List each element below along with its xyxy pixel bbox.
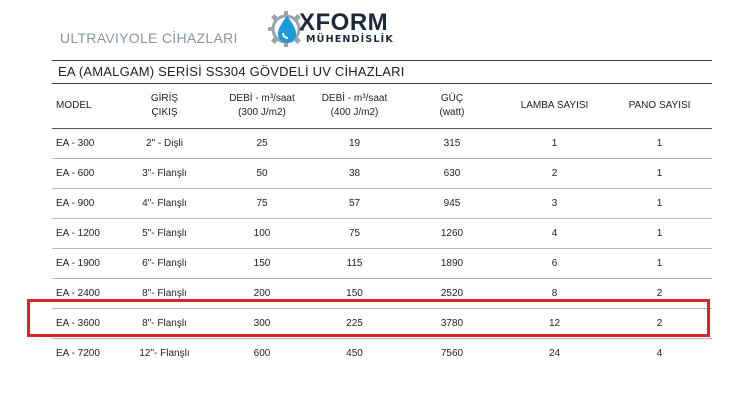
table-cell: 75 [307, 219, 402, 249]
table-cell: 1 [502, 129, 607, 159]
table-cell: 1 [607, 219, 712, 249]
table-caption: EA (AMALGAM) SERİSİ SS304 GÖVDELİ UV CİHAZLARI [52, 60, 712, 84]
table-cell: 19 [307, 129, 402, 159]
table-cell: 2 [607, 279, 712, 309]
table-cell: 630 [402, 159, 502, 189]
table-row [52, 129, 712, 159]
table-cell: EA - 1900 [52, 249, 112, 279]
logo-subtitle: MÜHENDİSLİK [306, 34, 394, 45]
table-cell: 1 [607, 189, 712, 219]
table-cell: 1260 [402, 219, 502, 249]
table-cell: 57 [307, 189, 402, 219]
table-cell: 4 [656, 348, 663, 359]
table-cell: 4"- Flanşlı [112, 189, 217, 219]
column-header: DEBİ - m³/saat (400 J/m2) [307, 84, 402, 129]
table-cell: 75 [217, 189, 307, 219]
table-cell: EA - 300 [52, 129, 112, 159]
table-row [52, 219, 712, 249]
table-cell: 600 [253, 348, 271, 359]
table-cell: 1 [607, 159, 712, 189]
column-header: DEBİ - m³/saat (300 J/m2) [217, 84, 307, 129]
table-cell: EA - 600 [52, 159, 112, 189]
table-cell: 8"- Flanşlı [112, 309, 217, 339]
table-cell: 315 [402, 129, 502, 159]
table-cell: 3780 [402, 309, 502, 339]
table-cell: 450 [346, 348, 363, 359]
table-cell: 2 [607, 309, 712, 339]
section-title: ULTRAVIYOLE CİHAZLARI [60, 30, 238, 46]
table-cell: 100 [217, 219, 307, 249]
table-cell: EA - 900 [52, 189, 112, 219]
table-cell: 2520 [402, 279, 502, 309]
table-cell: EA - 7200 [56, 348, 100, 359]
column-header: MODEL [52, 84, 112, 129]
table-cell: 150 [307, 279, 402, 309]
table-cell: EA - 2400 [52, 279, 112, 309]
table-cell: 12"- Flanşlı [139, 348, 190, 359]
column-header: GÜÇ (watt) [402, 84, 502, 129]
column-header: GİRİŞ ÇIKIŞ [112, 84, 217, 129]
column-header: PANO SAYISI [607, 84, 712, 129]
table-row [52, 249, 712, 279]
table-cell: 12 [502, 309, 607, 339]
table-cell: 6"- Flanşlı [112, 249, 217, 279]
table-cell: 25 [217, 129, 307, 159]
column-header: LAMBA SAYISI [502, 84, 607, 129]
table-cell: 7560 [440, 348, 464, 359]
table-cell: 225 [307, 309, 402, 339]
table-cell: 1 [607, 129, 712, 159]
table-cell: 1890 [402, 249, 502, 279]
table-cell: 200 [217, 279, 307, 309]
table-cell: 300 [217, 309, 307, 339]
table-cell: 945 [402, 189, 502, 219]
table-cell: 5"- Flanşlı [112, 219, 217, 249]
table-cell: 1 [607, 249, 712, 279]
table-cell: 150 [217, 249, 307, 279]
table-row [52, 159, 712, 189]
logo-wordmark: XFORM [299, 9, 389, 36]
table-cell: 38 [307, 159, 402, 189]
table-cell: 4 [502, 219, 607, 249]
table-cell: 50 [217, 159, 307, 189]
company-logo [266, 9, 411, 49]
table-cell: 6 [502, 249, 607, 279]
table-cell: 8"- Flanşlı [112, 279, 217, 309]
table-cell: 2 [502, 159, 607, 189]
table-cell: 3"- Flanşlı [112, 159, 217, 189]
table-row [52, 339, 712, 369]
table-cell: EA - 3600 [52, 309, 112, 339]
table-cell: 3 [502, 189, 607, 219]
table-cell: 2" - Dişli [112, 129, 217, 159]
highlight-box [27, 299, 710, 337]
table-cell: 24 [548, 348, 561, 359]
table-header-row [52, 84, 712, 129]
table-cell: 115 [307, 249, 402, 279]
table-cell: EA - 1200 [52, 219, 112, 249]
table-cell: 8 [502, 279, 607, 309]
table-row [52, 189, 712, 219]
